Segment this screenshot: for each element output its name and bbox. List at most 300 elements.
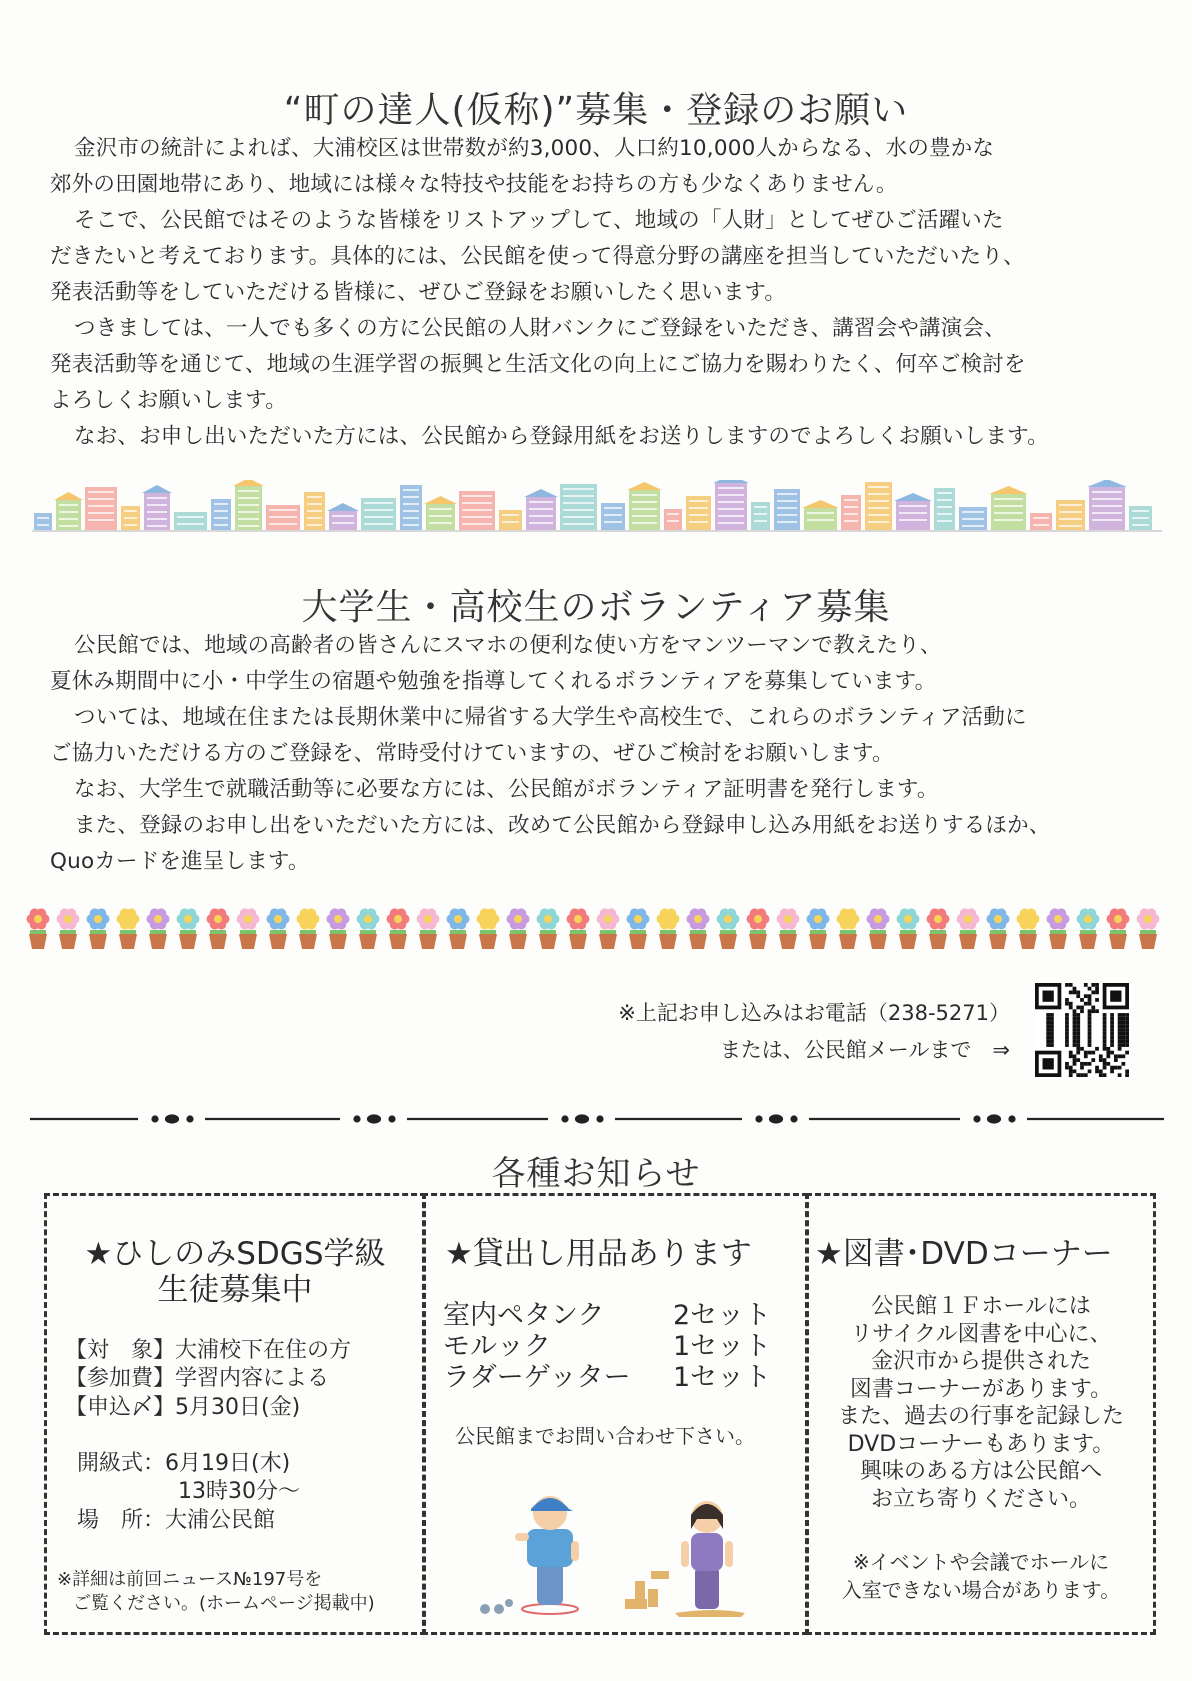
building-window [238,525,259,527]
building-window [214,503,228,505]
sdgs-fee: 【参加費】学習内容による [65,1366,330,1391]
building-window [1132,510,1149,512]
qr-module [1118,1021,1122,1025]
flower-pot [1109,934,1127,949]
building-window [307,496,322,498]
building-window [937,492,952,494]
qr-module [1065,1066,1069,1070]
qr-module [1088,1069,1092,1073]
qr-module [1073,1009,1077,1013]
qr-module [1080,1047,1084,1051]
flower-leaf [960,930,976,934]
qr-module [1088,1062,1092,1066]
building-window [777,514,797,516]
building-window [807,519,834,521]
qr-module [1103,1066,1107,1070]
flower-leaf [810,930,826,934]
qr-module [1103,1039,1107,1043]
qr-module [1110,991,1121,1002]
building-window [529,501,553,503]
qr-module [1073,991,1077,995]
qr-module [1076,994,1080,998]
qr-module [1121,1013,1125,1017]
qr-module [1125,1032,1129,1036]
building-roof [327,503,359,511]
building-window [177,523,204,525]
qr-module [1069,1066,1073,1070]
flower-leaf [120,930,136,934]
flower-pot [539,934,557,949]
qr-module [1121,1043,1125,1047]
building-window [1033,517,1049,519]
qr-module [1103,1062,1107,1066]
flower-pot [989,934,1007,949]
qr-module [1050,1039,1054,1043]
qr-module [1125,1073,1129,1077]
building-window [529,522,553,524]
qr-module [1121,1021,1125,1025]
qr-module [1065,1062,1069,1066]
building-window [269,523,297,525]
flower-pot [59,934,77,949]
qr-module [1080,1062,1084,1066]
flower-leaf [600,930,616,934]
library-line: お立ち寄りください。 [870,1486,1091,1512]
qr-module [1065,1017,1069,1021]
qr-module [1110,1013,1114,1017]
flower-center [424,915,432,923]
qr-module [1084,1051,1088,1055]
building-shape [1089,487,1125,531]
building-shape [499,510,522,531]
flower-leaf [870,930,886,934]
qr-module [1073,1024,1077,1028]
qr-module [1095,991,1099,995]
building-window [718,522,744,524]
flower-pot [719,934,737,949]
building-window [777,500,797,502]
flower-leaf [150,930,166,934]
qr-module [1073,1039,1077,1043]
section2-title: 大学生・高校生のボランティア募集 [301,587,891,628]
qr-module [1069,983,1073,987]
qr-module [1118,1073,1122,1077]
building-window [563,488,594,490]
building-window [1033,524,1049,526]
building-shape [174,512,207,531]
building-window [754,520,767,522]
qr-module [1073,987,1077,991]
building-window [754,513,767,515]
flower-center [394,915,402,923]
qr-code-icon[interactable] [1035,983,1129,1077]
qr-module [1091,991,1095,995]
qr-module [1103,1058,1107,1062]
qr-module [1050,1013,1054,1017]
qr-module [1043,1058,1054,1069]
building-window [1092,505,1122,507]
flower-pot [299,934,317,949]
building-window [147,511,167,513]
flower-center [1024,915,1032,923]
qr-module [1106,1047,1110,1051]
building-window [462,495,492,497]
flower-center [724,915,732,923]
building-window [604,514,622,516]
building-shape [1030,513,1052,531]
qr-module [1073,1054,1077,1058]
qr-module [1125,1021,1129,1025]
qr-module [1110,1069,1114,1073]
qr-module [1080,998,1084,1002]
qr-module [1084,1002,1088,1006]
building-window [994,498,1023,500]
flower-pot [449,934,467,949]
qr-module [1110,1021,1114,1025]
building-shape [235,486,262,531]
rental-item-qty: 1セット [673,1362,772,1393]
flower-leaf [780,930,796,934]
building-window [689,521,708,523]
building-window [88,498,114,500]
qr-module [1118,1017,1122,1021]
building-window [1059,511,1082,513]
qr-module [1065,1013,1069,1017]
library-body [809,1293,1153,1513]
qr-module [1076,1006,1080,1010]
building-roof [713,480,749,483]
building-roof [524,489,558,497]
flower-pot [89,934,107,949]
notice-box-sdgs [44,1193,426,1635]
building-window [462,502,492,504]
qr-module [1069,991,1073,995]
library-line: 金沢市から提供された [870,1349,1091,1374]
qr-module [1125,1069,1129,1073]
flower-center [274,915,282,923]
building-shape [934,488,955,531]
qr-module [1118,1032,1122,1036]
qr-module [1121,1028,1125,1032]
flower-pot [899,934,917,949]
building-window [37,524,49,526]
flower-center [544,915,552,923]
building-window [563,509,594,511]
building-window [147,497,167,499]
qr-module [1088,1039,1092,1043]
qr-module [1050,1017,1054,1021]
qr-module [1118,1054,1122,1058]
flower-leaf [720,930,736,934]
qr-module [1046,1021,1050,1025]
flower-leaf [990,930,1006,934]
building-window [238,497,259,499]
building-window [754,506,767,508]
building-window [1092,498,1122,500]
flower-leaf [270,930,286,934]
qr-module [1110,1043,1114,1047]
qr-module [1076,1013,1080,1017]
qr-module [1095,987,1099,991]
qr-module [1084,1054,1088,1058]
qr-module [1125,1013,1129,1017]
flower-center [154,915,162,923]
building-window [632,522,657,524]
building-window [844,513,858,515]
qr-module [1118,1047,1122,1051]
building-window [632,501,657,503]
building-window [899,519,927,521]
qr-module [1046,1032,1050,1036]
sdgs-note: ※詳細は前回ニュース№197号を [57,1569,323,1590]
library-line: 興味のある方は公民館へ [859,1459,1102,1484]
qr-module [1099,1073,1103,1077]
qr-module [1076,1039,1080,1043]
building-window [364,502,393,504]
qr-module [1103,1028,1107,1032]
building-window [563,495,594,497]
section1-line: 郊外の田園地帯にあり、地域には様々な特技や技能をお持ちの方も少なくありません。 [50,172,898,197]
qr-module [1091,1009,1095,1013]
building-window [214,510,228,512]
building-window [269,509,297,511]
building-window [214,517,228,519]
flower-center [364,915,372,923]
building-window [844,506,858,508]
building-window [307,517,322,519]
building-window [429,522,452,524]
building-window [88,491,114,493]
section2-line: ついては、地域在住または長期休業中に帰省する大学生や高校生で、これらのボランティア活動に [74,705,1027,730]
section1-line: つきましては、一人でも多くの方に公民館の人財バンクにご登録をいただき、講習会や講演会、 [74,316,1006,341]
qr-module [1091,1006,1095,1010]
qr-module [1106,1051,1110,1055]
building-shape [629,490,660,531]
section1-line: よろしくお願いします。 [50,388,287,413]
building-window [807,512,834,514]
building-window [868,493,889,495]
flower-pot [959,934,977,949]
qr-module [1118,1028,1122,1032]
qr-module [1125,1028,1129,1032]
building-window [868,514,889,516]
section1-line: そこで、公民館ではそのような皆様をリストアップして、地域の「人財」としてぜひご活躍いた [74,208,1004,233]
qr-module [1080,1066,1084,1070]
flower-center [964,915,972,923]
qr-module [1069,1069,1073,1073]
flower-center [304,915,312,923]
qr-module [1069,1002,1073,1006]
qr-module [1046,1043,1050,1047]
qr-module [1073,1013,1077,1017]
qr-module [1076,1032,1080,1036]
flower-leaf [390,930,406,934]
flower-pot [269,934,287,949]
building-window [364,516,393,518]
building-window [563,523,594,525]
qr-module [1076,991,1080,995]
building-window [59,518,78,520]
qr-module [1084,994,1088,998]
qr-module [1103,1047,1107,1051]
rental-item-name: ラダーゲッター [443,1362,631,1393]
sdgs-opening-time: 13時30分～ [178,1479,300,1504]
flower-leaf [750,930,766,934]
library-title: ★図書･DVDコーナー [815,1236,1113,1272]
building-window [718,515,744,517]
qr-module [1073,1069,1077,1073]
building-window [307,510,322,512]
qr-module [1121,1054,1125,1058]
flower-leaf [840,930,856,934]
flower-leaf [540,930,556,934]
qr-module [1110,1017,1114,1021]
building-window [529,508,553,510]
contact-email: または、公民館メールまで ⇒ [719,1038,1010,1062]
flower-leaf [630,930,646,934]
flower-pot [629,934,647,949]
flower-pot [29,934,47,949]
qr-module [1050,1043,1054,1047]
building-shape [85,487,117,531]
qr-module [1065,983,1069,987]
qr-module [1103,1021,1107,1025]
flower-center [994,915,1002,923]
qr-module [1050,1032,1054,1036]
building-roof [989,486,1028,494]
notices-heading: 各種お知らせ [491,1154,701,1194]
qr-module [1106,1054,1110,1058]
building-window [994,519,1023,521]
building-window [307,524,322,526]
qr-module [1110,1024,1114,1028]
qr-module [1069,1073,1073,1077]
qr-module [1069,1006,1073,1010]
rental-item-name: モルック [443,1331,551,1362]
qr-module [1118,1066,1122,1070]
building-window [718,501,744,503]
flower-pot [839,934,857,949]
qr-module [1095,1066,1099,1070]
qr-module [1088,1028,1092,1032]
qr-module [1076,1024,1080,1028]
qr-module [1121,1039,1125,1043]
building-window [899,512,927,514]
building-window [364,523,393,525]
flower-pot [809,934,827,949]
section1-body [50,131,1150,455]
library-line: 公民館１Ｆホールには [871,1294,1091,1319]
building-window [429,508,452,510]
flower-pot [779,934,797,949]
qr-module [1091,1051,1095,1055]
qr-module [1050,1028,1054,1032]
qr-module [1118,1043,1122,1047]
qr-module [1118,1013,1122,1017]
flower-pot [659,934,677,949]
flower-leaf [210,930,226,934]
flower-center [664,915,672,923]
flower-center [484,915,492,923]
building-shape [34,513,52,531]
flower-center [514,915,522,923]
flower-center [754,915,762,923]
qr-module [1065,1028,1069,1032]
building-roof [1087,480,1127,487]
flower-center [124,915,132,923]
qr-module [1046,1017,1050,1021]
qr-module [1080,1009,1084,1013]
qr-module [1091,983,1095,987]
qr-module [1076,1051,1080,1055]
qr-module [1046,1024,1050,1028]
rentals-title: ★貸出し用品あります [445,1236,752,1272]
qr-module [1110,1066,1114,1070]
library-note: ※イベントや会議でホールに [852,1550,1110,1574]
rentals-note: 公民館までお問い合わせ下さい。 [455,1424,755,1448]
qr-module [1076,1073,1080,1077]
qr-module [1073,1028,1077,1032]
building-window [994,505,1023,507]
building-window [844,520,858,522]
flower-center [454,915,462,923]
qr-module [1050,1036,1054,1040]
building-window [88,519,114,521]
building-window [403,524,419,526]
sdgs-target: 【対 象】大浦校下在住の方 [65,1338,352,1363]
flower-pot [689,934,707,949]
building-window [868,507,889,509]
qr-module [1121,1036,1125,1040]
building-shape [774,489,800,531]
building-window [403,517,419,519]
rental-item-name: 室内ペタンク [443,1300,605,1331]
flower-leaf [240,930,256,934]
building-window [269,516,297,518]
library-line: リサイクル図書を中心に、 [850,1321,1112,1347]
section2-line: また、登録のお申し出をいただいた方には、改めて公民館から登録申し込み用紙をお送りするほか、 [74,813,1051,838]
building-window [403,510,419,512]
building-window [462,509,492,511]
qr-module [1118,1039,1122,1043]
notice-box-rentals [422,1193,808,1635]
qr-module [1073,1017,1077,1021]
qr-module [1073,1062,1077,1066]
qr-module [1043,991,1054,1002]
building-window [937,520,952,522]
qr-module [1121,1032,1125,1036]
qr-module [1095,1069,1099,1073]
qr-module [1125,1051,1129,1055]
flower-leaf [510,930,526,934]
qr-module [1046,1028,1050,1032]
qr-module [1114,1066,1118,1070]
flower-pot [599,934,617,949]
building-window [364,509,393,511]
building-window [177,516,204,518]
flower-leaf [450,930,466,934]
building-window [332,515,354,517]
flower-leaf [360,930,376,934]
qr-module [1046,1036,1050,1040]
building-window [718,494,744,496]
qr-module [1076,1017,1080,1021]
flower-pot [1139,934,1157,949]
library-note: 入室できない場合があります。 [841,1578,1121,1602]
sdgs-title: ★ひしのみSDGS学級 [84,1236,386,1272]
building-window [777,493,797,495]
qr-module [1088,1043,1092,1047]
